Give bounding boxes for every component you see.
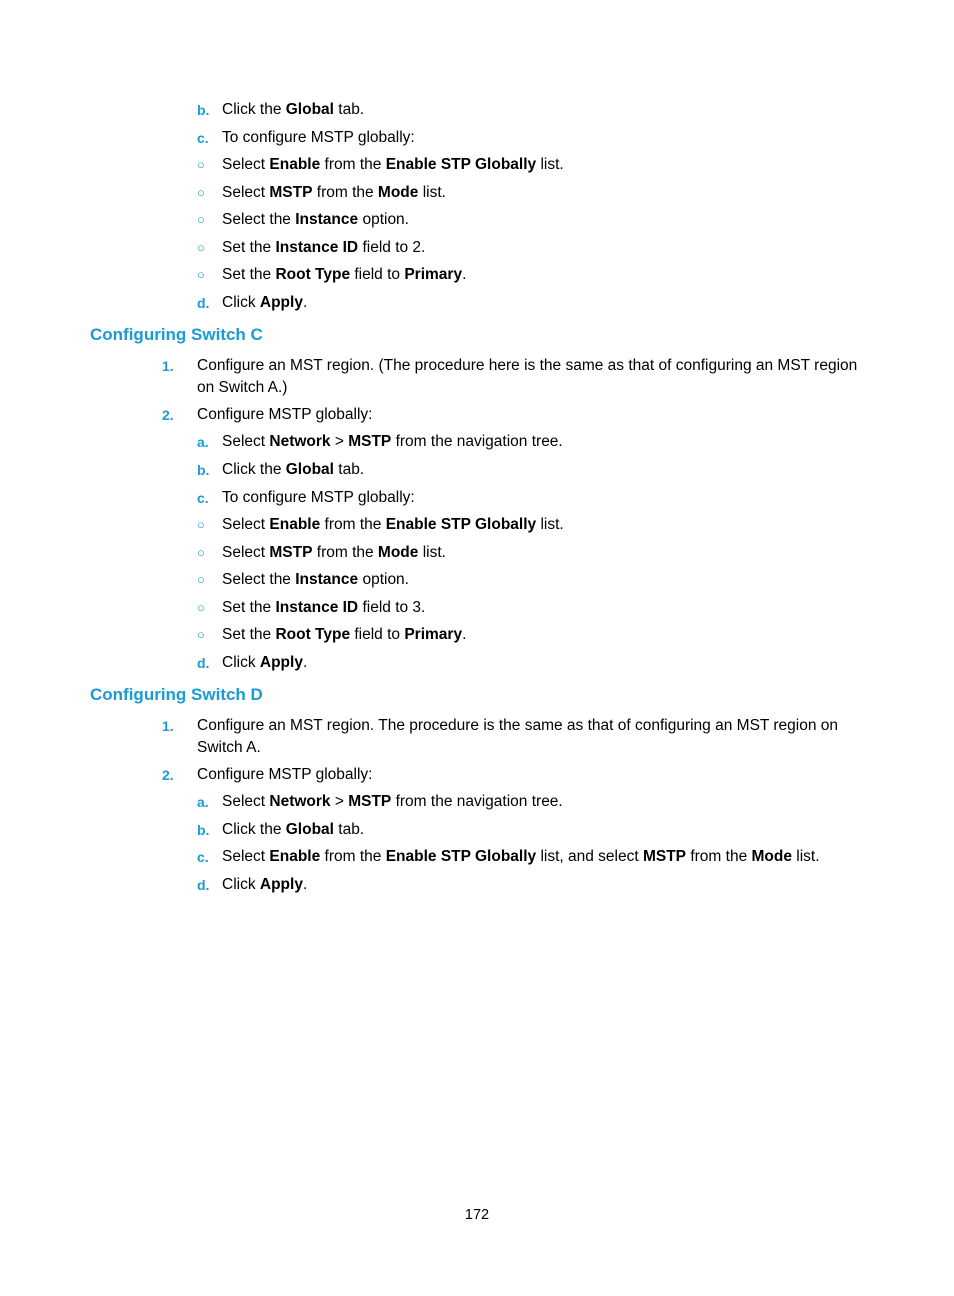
substep-marker: b.: [197, 102, 210, 118]
substep-marker: c.: [197, 490, 209, 506]
step-text: Configure an MST region. The procedure is the same as that of configuring an MST region on Switch A.: [197, 717, 839, 756]
step-number: 2.: [162, 407, 174, 423]
bullet-text: Select Enable from the Enable STP Globally list.: [222, 156, 564, 173]
substep-marker: a.: [197, 434, 209, 450]
step-text: Configure MSTP globally:: [197, 766, 373, 783]
bullet-text: Select MSTP from the Mode list.: [222, 184, 446, 201]
step-text: Configure MSTP globally:: [197, 406, 373, 423]
step-text: Configure an MST region. (The procedure here is the same as that of configuring an MST region on Switch A.): [197, 357, 858, 396]
substep-marker: b.: [197, 822, 210, 838]
bullet-circle-icon: ○: [197, 517, 205, 532]
bullet-circle-icon: ○: [197, 157, 205, 172]
substep-text: Select Enable from the Enable STP Globally list, and select MSTP from the Mode list.: [222, 848, 820, 865]
bullet-circle-icon: ○: [197, 240, 205, 255]
substep-marker: b.: [197, 462, 210, 478]
bullet-circle-icon: ○: [197, 185, 205, 200]
substep-text: Click Apply.: [222, 876, 308, 893]
bullet-text: Set the Root Type field to Primary.: [222, 266, 467, 283]
substep-text: Click the Global tab.: [222, 101, 365, 118]
bullet-circle-icon: ○: [197, 267, 205, 282]
page-number: 172: [464, 1207, 490, 1223]
substep-text: Click the Global tab.: [222, 821, 365, 838]
substep-marker: d.: [197, 877, 210, 893]
section-heading-switch-d: Configuring Switch D: [90, 685, 263, 704]
bullet-text: Select the Instance option.: [222, 211, 409, 228]
bullet-circle-icon: ○: [197, 572, 205, 587]
bullet-circle-icon: ○: [197, 627, 205, 642]
substep-text: Click Apply.: [222, 654, 308, 671]
bullet-text: Select Enable from the Enable STP Globally list.: [222, 516, 564, 533]
substep-marker: a.: [197, 794, 209, 810]
bullet-text: Select the Instance option.: [222, 571, 409, 588]
bullet-text: Set the Instance ID field to 3.: [222, 599, 426, 616]
bullet-circle-icon: ○: [197, 212, 205, 227]
substep-text: Select Network > MSTP from the navigation tree.: [222, 433, 563, 450]
substep-text: To configure MSTP globally:: [222, 129, 415, 146]
substep-text: Click the Global tab.: [222, 461, 365, 478]
substep-text: Select Network > MSTP from the navigation tree.: [222, 793, 563, 810]
bullet-text: Set the Root Type field to Primary.: [222, 626, 467, 643]
step-number: 1.: [162, 358, 174, 374]
substep-text: Click Apply.: [222, 294, 308, 311]
bullet-text: Set the Instance ID field to 2.: [222, 239, 426, 256]
substep-text: To configure MSTP globally:: [222, 489, 415, 506]
substep-marker: d.: [197, 295, 210, 311]
step-number: 1.: [162, 718, 174, 734]
bullet-circle-icon: ○: [197, 600, 205, 615]
bullet-text: Select MSTP from the Mode list.: [222, 544, 446, 561]
bullet-circle-icon: ○: [197, 545, 205, 560]
section-heading-switch-c: Configuring Switch C: [90, 325, 263, 344]
substep-marker: d.: [197, 655, 210, 671]
substep-marker: c.: [197, 130, 209, 146]
substep-marker: c.: [197, 849, 209, 865]
step-number: 2.: [162, 767, 174, 783]
